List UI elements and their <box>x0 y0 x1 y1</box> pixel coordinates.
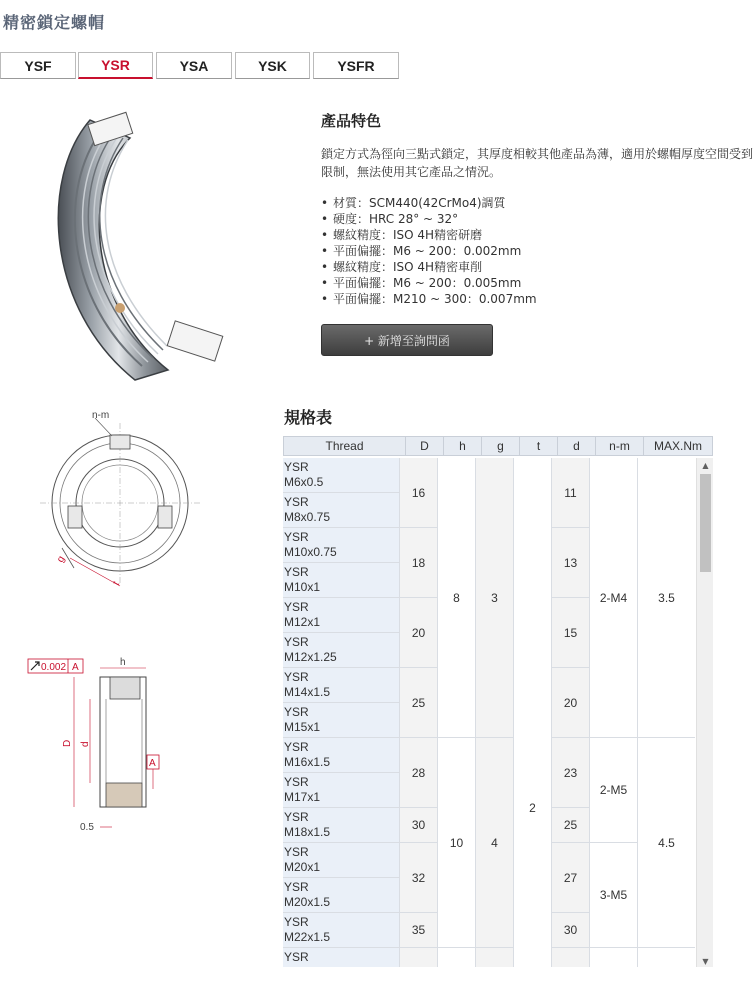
cell-g: 4 <box>476 738 514 948</box>
cell-D: 20 <box>400 598 438 668</box>
tolerance-ref: A <box>72 662 79 673</box>
cell-maxnm <box>638 948 695 967</box>
cell-nm: 2-M4 <box>590 458 638 738</box>
label-n-m: n-m <box>92 410 110 421</box>
cell-nm: 2-M5 <box>590 738 638 843</box>
cell-D: 16 <box>400 458 438 528</box>
label-g: g <box>55 554 68 565</box>
table-row: YSR M8x0.75 <box>283 493 400 528</box>
spec-table-body <box>283 458 695 967</box>
col-header-D: D <box>406 436 444 456</box>
table-row: YSR M17x1 <box>283 773 400 808</box>
spec-table <box>283 436 713 967</box>
label-d: d <box>80 741 91 747</box>
col-header-g: g <box>482 436 520 456</box>
table-row: YSR M20x1.5 <box>283 878 400 913</box>
cell-h: 8 <box>438 458 476 738</box>
table-row: YSR M20x1 <box>283 843 400 878</box>
label-D: D <box>62 739 73 747</box>
scroll-down-icon[interactable]: ▼ <box>702 956 709 966</box>
feature-item: • 螺紋精度：ISO 4H精密車削 <box>321 259 755 275</box>
feature-item: • 平面偏擺：M6 ~ 200：0.002mm <box>321 243 755 259</box>
table-row: YSR M12x1.25 <box>283 633 400 668</box>
table-row: YSR M16x1.5 <box>283 738 400 773</box>
product-image <box>50 108 240 388</box>
feature-item: • 螺紋精度：ISO 4H精密研磨 <box>321 227 755 243</box>
col-header-maxnm: MAX.Nm <box>644 436 713 456</box>
cell-D: 28 <box>400 738 438 808</box>
cell-d: 30 <box>552 913 590 948</box>
front-view-drawing <box>40 408 200 593</box>
table-scrollbar[interactable] <box>696 458 713 967</box>
table-row: YSR M10x1 <box>283 563 400 598</box>
cell-g: 3 <box>476 458 514 738</box>
tab-ysfr[interactable]: YSFR <box>313 52 399 79</box>
feature-item: • 硬度：HRC 28° ~ 32° <box>321 211 755 227</box>
cell-nm: 3-M5 <box>590 843 638 948</box>
cell-D: 18 <box>400 528 438 598</box>
tab-ysk[interactable]: YSK <box>235 52 310 79</box>
spec-table-header <box>283 436 713 456</box>
label-chamfer: 0.5 <box>80 822 94 833</box>
cell-h <box>438 948 476 967</box>
cell-D: 32 <box>400 843 438 913</box>
features-title: 產品特色 <box>321 112 382 130</box>
col-header-thread: Thread <box>283 436 406 456</box>
add-to-inquiry-button[interactable]: + 新增至詢問函 <box>321 324 493 356</box>
table-row: YSR M15x1 <box>283 703 400 738</box>
table-row: YSR M6x0.5 <box>283 458 400 493</box>
col-header-h: h <box>444 436 482 456</box>
table-row: YSR M18x1.5 <box>283 808 400 843</box>
cell-t: 2 <box>514 458 552 967</box>
cell-h: 10 <box>438 738 476 948</box>
feature-item: • 材質：SCM440(42CrMo4)調質 <box>321 195 755 211</box>
side-view-drawing <box>22 655 172 835</box>
product-tabs <box>0 52 755 79</box>
col-header-nm: n-m <box>596 436 644 456</box>
table-row: YSR <box>283 948 400 967</box>
tab-ysf[interactable]: YSF <box>0 52 76 79</box>
label-h: h <box>120 657 126 668</box>
label-datum: A <box>149 758 156 769</box>
features-description: 鎖定方式為徑向三點式鎖定，其厚度相較其他產品為薄，適用於螺帽厚度空間受到限制，無法使用其它產品之情況。 <box>321 147 754 179</box>
cell-D: 30 <box>400 808 438 843</box>
cell-d: 23 <box>552 738 590 808</box>
cell-d: 20 <box>552 668 590 738</box>
cell-d: 27 <box>552 843 590 913</box>
cell-d <box>552 948 590 967</box>
label-t: t <box>111 579 122 588</box>
cell-nm <box>590 948 638 967</box>
table-row: YSR M12x1 <box>283 598 400 633</box>
feature-item: • 平面偏擺：M210 ~ 300：0.007mm <box>321 291 755 307</box>
scroll-up-icon[interactable]: ▲ <box>702 460 709 470</box>
scroll-thumb[interactable] <box>700 474 711 572</box>
feature-item: • 平面偏擺：M6 ~ 200：0.005mm <box>321 275 755 291</box>
cell-D: 35 <box>400 913 438 948</box>
cell-maxnm: 3.5 <box>638 458 695 738</box>
tolerance-value: 0.002 <box>41 662 67 673</box>
cell-D <box>400 948 438 967</box>
table-row: YSR M14x1.5 <box>283 668 400 703</box>
cell-g <box>476 948 514 967</box>
tab-ysr[interactable]: YSR <box>78 52 153 79</box>
table-row: YSR M22x1.5 <box>283 913 400 948</box>
feature-list <box>321 195 755 307</box>
col-header-t: t <box>520 436 558 456</box>
tab-ysa[interactable]: YSA <box>156 52 232 79</box>
cell-maxnm: 4.5 <box>638 738 695 948</box>
product-features <box>321 110 755 307</box>
cell-d: 13 <box>552 528 590 598</box>
col-header-d: d <box>558 436 596 456</box>
cell-d: 11 <box>552 458 590 528</box>
table-row: YSR M10x0.75 <box>283 528 400 563</box>
cell-d: 25 <box>552 808 590 843</box>
page-title: 精密鎖定螺帽 <box>3 13 106 32</box>
spec-title: 規格表 <box>284 408 333 427</box>
cell-D: 25 <box>400 668 438 738</box>
cell-d: 15 <box>552 598 590 668</box>
